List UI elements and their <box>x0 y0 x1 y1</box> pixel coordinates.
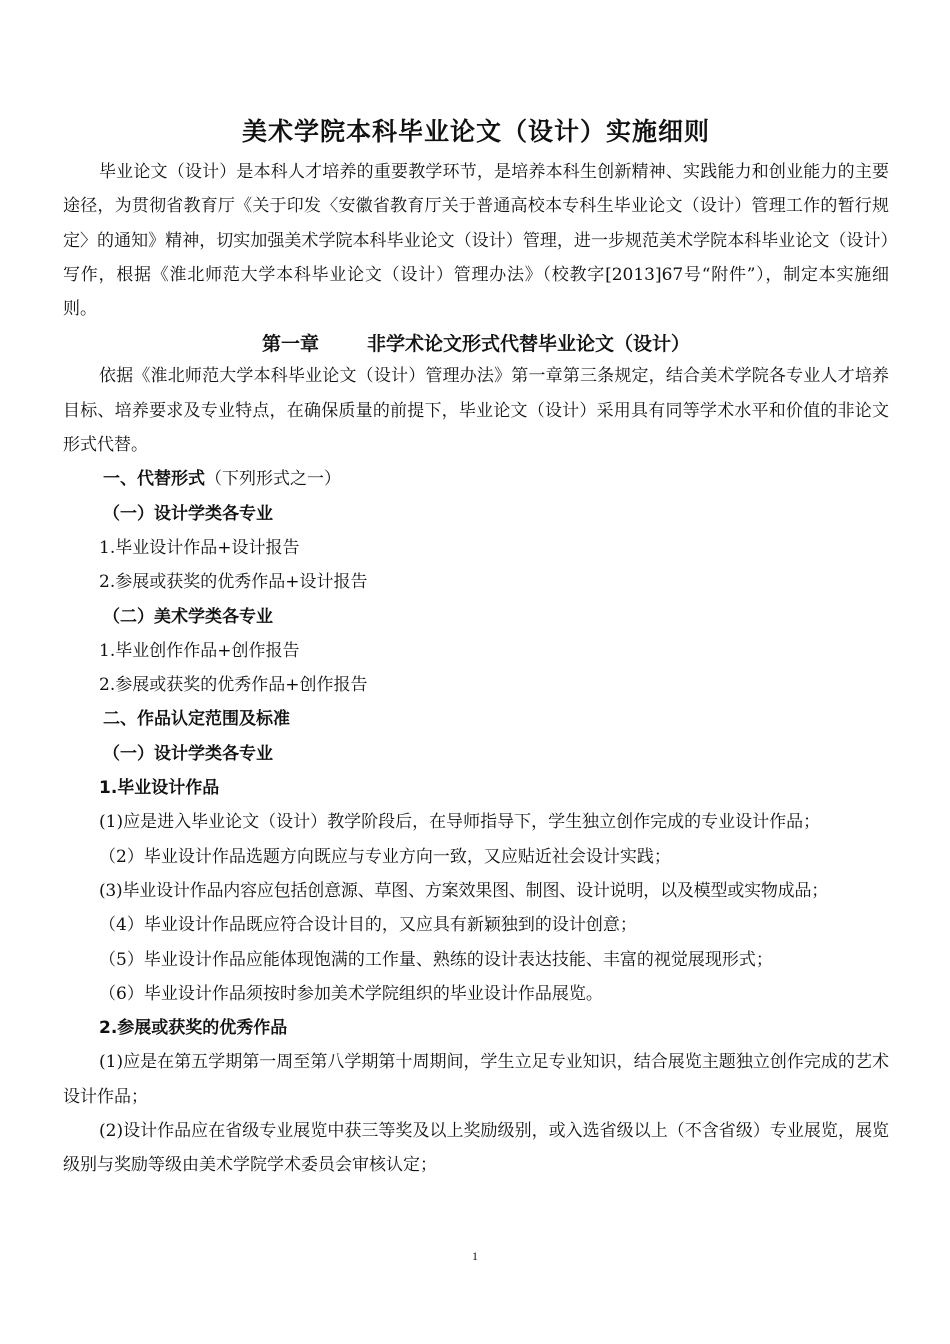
intro-paragraph: 毕业论文（设计）是本科人才培养的重要教学环节，是培养本科生创新精神、实践能力和创业能力的主要途径，为贯彻省教育厅《关于印发〈安徽省教育厅关于普通高校本专科生毕业论文（设计）管理工作的暂行规定〉的通知》精神，切实加强美术学院本科毕业论文（设计）管理，进一步规范美术学院本科毕业论文（设计）写作，根据《淮北师范大学本科毕业论文（设计）管理办法》（校教字[2013]67号“附件”），制定本实施细则。 <box>63 162 889 320</box>
chapter-number: 第一章 <box>261 333 319 356</box>
subsection-fine-art: （二）美术学类各专业 <box>103 606 273 627</box>
list-item: 1.毕业设计作品+设计报告 <box>99 537 300 558</box>
list-item: 1.毕业创作作品+创作报告 <box>99 640 300 661</box>
chapter-title: 非学术论文形式代替毕业论文（设计） <box>367 333 691 356</box>
chapter-intro-paragraph: 依据《淮北师范大学本科毕业论文（设计）管理办法》第一章第三条规定，结合美术学院各专业人才培养目标、培养要求及专业特点，在确保质量的前提下，毕业论文（设计）采用具有同等学术水平和价值的非论文形式代替。 <box>63 366 889 456</box>
item-heading: 2.参展或获奖的优秀作品 <box>99 1018 288 1039</box>
section-1-title: 一、代替形式 <box>103 469 205 490</box>
list-item: （2）毕业设计作品选题方向既应与专业方向一致，又应贴近社会设计实践； <box>99 846 671 867</box>
subsection-design: （一）设计学类各专业 <box>103 503 273 524</box>
list-item: （6）毕业设计作品须按时参加美术学院组织的毕业设计作品展览。 <box>99 983 603 1004</box>
list-item: (1)应是进入毕业论文（设计）教学阶段后，在导师指导下，学生独立创作完成的专业设计作品； <box>99 812 821 833</box>
list-item: （4）毕业设计作品既应符合设计目的，又应具有新颖独到的设计创意； <box>99 915 637 936</box>
section-1-note: （下列形式之一） <box>205 469 341 490</box>
document-title: 美术学院本科毕业论文（设计）实施细则 <box>241 117 710 146</box>
chapter-heading <box>63 329 889 359</box>
subsection-design: （一）设计学类各专业 <box>103 743 273 764</box>
list-item: 2.参展或获奖的优秀作品+设计报告 <box>99 572 368 593</box>
page-number: 1 <box>472 1249 478 1263</box>
paragraph: (2)设计作品应在省级专业展览中获三等奖及以上奖励级别，或入选省级以上（不含省级）专业展览，展览级别与奖励等级由美术学院学术委员会审核认定； <box>63 1121 889 1176</box>
item-heading: 1.毕业设计作品 <box>99 778 220 799</box>
section-heading-2: 二、作品认定范围及标准 <box>103 709 290 730</box>
list-item: (3)毕业设计作品内容应包括创意源、草图、方案效果图、制图、设计说明，以及模型或实物成品； <box>99 880 829 901</box>
paragraph: (1)应是在第五学期第一周至第八学期第十周期间，学生立足专业知识，结合展览主题独立创作完成的艺术设计作品； <box>63 1052 889 1107</box>
document-page <box>63 112 889 1183</box>
list-item: （5）毕业设计作品应能体现饱满的工作量、熟练的设计表达技能、丰富的视觉展现形式； <box>99 949 773 970</box>
list-item: 2.参展或获奖的优秀作品+创作报告 <box>99 675 368 696</box>
section-heading-1 <box>63 462 889 496</box>
